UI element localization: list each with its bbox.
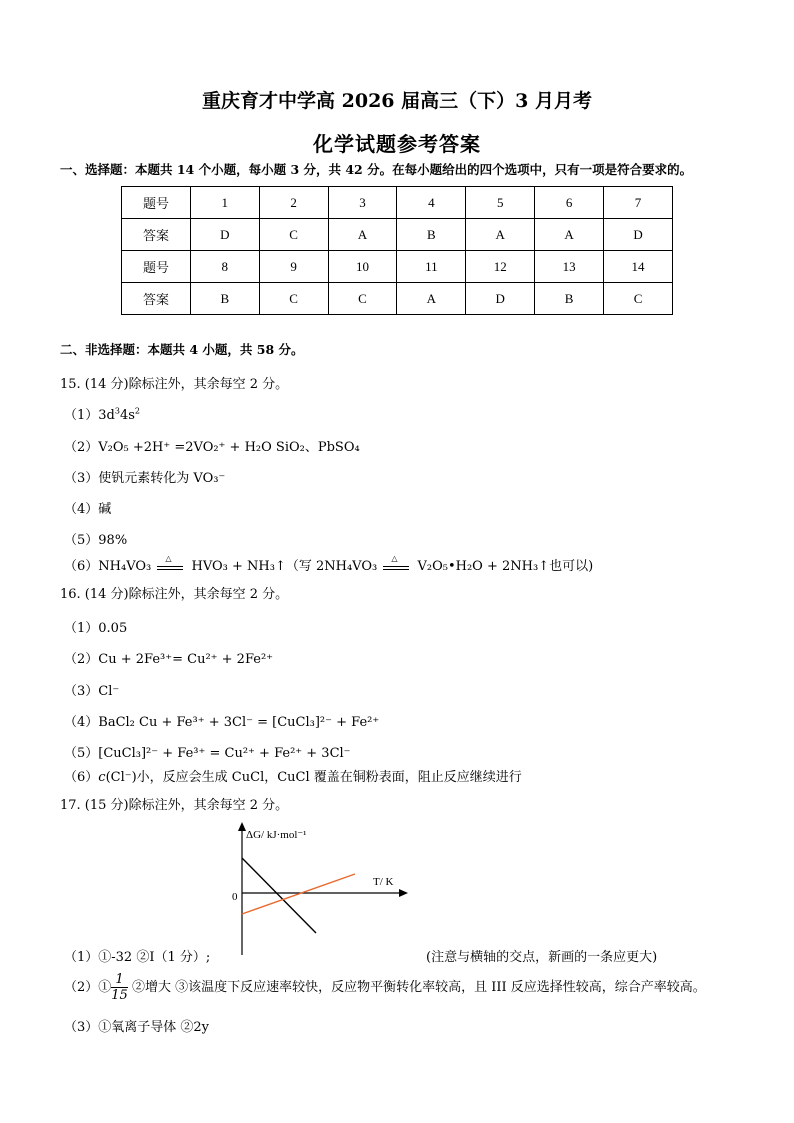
- orange-line: [242, 874, 355, 914]
- q15-a1-pre: （1）3d: [64, 408, 115, 423]
- section1-heading: 一、选择题：本题共 14 个小题，每小题 3 分，共 42 分。在每小题给出的四个选项中，只有一项是符合要求的。: [60, 162, 693, 177]
- table-cell: 1: [190, 187, 259, 219]
- y-axis-arrow: [238, 822, 246, 831]
- q15-answer-6: [64, 555, 593, 574]
- table-row: [122, 219, 673, 251]
- q15-a1-sup2: 2: [134, 406, 141, 416]
- q16-head: 16. (14 分)除标注外，其余每空 2 分。: [60, 587, 289, 602]
- q16-answer-3: （3）Cl⁻: [64, 684, 120, 699]
- row-label: 答案: [122, 219, 191, 251]
- x-axis-label: T/ K: [373, 876, 394, 888]
- q15-a1-sup1: 3: [114, 406, 120, 416]
- origin-label: 0: [232, 891, 238, 903]
- q15-a6-mid: HVO₃ + NH₃↑（写 2NH₄VO₃: [191, 559, 378, 574]
- q16-a6-pre: （6）: [64, 770, 99, 785]
- section2-heading: 二、非选择题：本题共 4 小题，共 58 分。: [60, 342, 304, 357]
- q16-answer-1: （1）0.05: [64, 621, 128, 636]
- q16-answer-4: （4）BaCl₂ Cu + Fe³⁺ + 3Cl⁻ = [CuCl₃]²⁻ + Fe²⁺: [64, 715, 380, 730]
- q17-answer-2: [64, 972, 706, 1003]
- q16-answer-5: （5）[CuCl₃]²⁻ + Fe³⁺ = Cu²⁺ + Fe²⁺ + 3Cl⁻: [64, 746, 351, 761]
- table-cell: 12: [466, 251, 535, 283]
- table-cell: 2: [259, 187, 328, 219]
- q17-answer-1: （1）①-32 ②I（1 分）;: [64, 950, 211, 965]
- table-cell: 5: [466, 187, 535, 219]
- heat-condition-arrow: [155, 553, 187, 574]
- table-cell: 6: [535, 187, 604, 219]
- table-cell: A: [328, 219, 397, 251]
- table-cell: A: [466, 219, 535, 251]
- q16-answer-2: （2）Cu + 2Fe³⁺= Cu²⁺ + 2Fe²⁺: [64, 652, 274, 667]
- table-row: [122, 251, 673, 283]
- table-cell: B: [397, 219, 466, 251]
- q17-a2-post: ②增大 ③该温度下反应速率较快，反应物平衡转化率较高，且 III 反应选择性较高，综合产率较高。: [127, 980, 706, 995]
- q17-head: 17. (15 分)除标注外，其余每空 2 分。: [60, 798, 289, 813]
- table-cell: B: [190, 283, 259, 315]
- table-cell: D: [466, 283, 535, 315]
- x-axis-arrow: [399, 889, 408, 897]
- heat-condition-arrow-2: [381, 553, 413, 574]
- q16-answer-6: [64, 766, 522, 785]
- table-cell: A: [535, 219, 604, 251]
- page-title: 重庆育才中学高 2026 届高三（下）3 月月考: [202, 90, 592, 112]
- table-cell: D: [190, 219, 259, 251]
- table-cell: 8: [190, 251, 259, 283]
- q15-head: 15. (14 分)除标注外，其余每空 2 分。: [60, 377, 289, 392]
- q15-a6-pre: （6）NH₄VO₃: [64, 559, 152, 574]
- q15-answer-2: （2）V₂O₅ +2H⁺ =2VO₂⁺ + H₂O SiO₂、PbSO₄: [64, 440, 360, 455]
- table-cell: C: [259, 283, 328, 315]
- table-cell: C: [259, 219, 328, 251]
- q15-answer-4: （4）碱: [64, 502, 112, 517]
- concentration-symbol: c: [98, 770, 106, 785]
- table-cell: A: [397, 283, 466, 315]
- fraction-numerator: 1: [111, 972, 128, 988]
- row-label: 题号: [122, 187, 191, 219]
- table-cell: C: [328, 283, 397, 315]
- heat-symbol: △: [165, 553, 172, 563]
- table-cell: B: [535, 283, 604, 315]
- q17-a2-pre: （2）①: [64, 980, 112, 995]
- fraction: [111, 972, 128, 1003]
- table-row: [122, 283, 673, 315]
- heat-symbol-2: △: [391, 553, 398, 563]
- table-cell: 14: [604, 251, 673, 283]
- answer-table: [121, 186, 673, 315]
- black-line: [242, 858, 316, 933]
- table-cell: D: [604, 219, 673, 251]
- page-subtitle: 化学试题参考答案: [313, 132, 481, 156]
- q15-a1-mid: 4s: [119, 408, 135, 423]
- row-label: 题号: [122, 251, 191, 283]
- q15-answer-3: （3）使钒元素转化为 VO₃⁻: [64, 471, 226, 486]
- q15-a6-post: V₂O₅•H₂O + 2NH₃↑也可以): [417, 559, 594, 574]
- table-row: [122, 187, 673, 219]
- q17-answer-3: （3）①氧离子导体 ②2y: [64, 1020, 210, 1035]
- delta-g-graph: [225, 820, 415, 960]
- row-label: 答案: [122, 283, 191, 315]
- fraction-denominator: 15: [111, 988, 128, 1003]
- table-cell: 11: [397, 251, 466, 283]
- q15-answer-5: （5）98%: [64, 533, 128, 548]
- table-cell: 10: [328, 251, 397, 283]
- table-cell: 4: [397, 187, 466, 219]
- table-cell: C: [604, 283, 673, 315]
- y-axis-label: ΔG/ kJ·mol⁻¹: [246, 829, 307, 841]
- q15-answer-1: [64, 404, 140, 423]
- q16-a6-post: (Cl⁻)小，反应会生成 CuCl，CuCl 覆盖在铜粉表面，阻止反应继续进行: [105, 770, 522, 785]
- table-cell: 9: [259, 251, 328, 283]
- table-cell: 13: [535, 251, 604, 283]
- q17-answer-1-note: (注意与横轴的交点，新画的一条应更大): [426, 950, 658, 965]
- table-cell: 7: [604, 187, 673, 219]
- table-cell: 3: [328, 187, 397, 219]
